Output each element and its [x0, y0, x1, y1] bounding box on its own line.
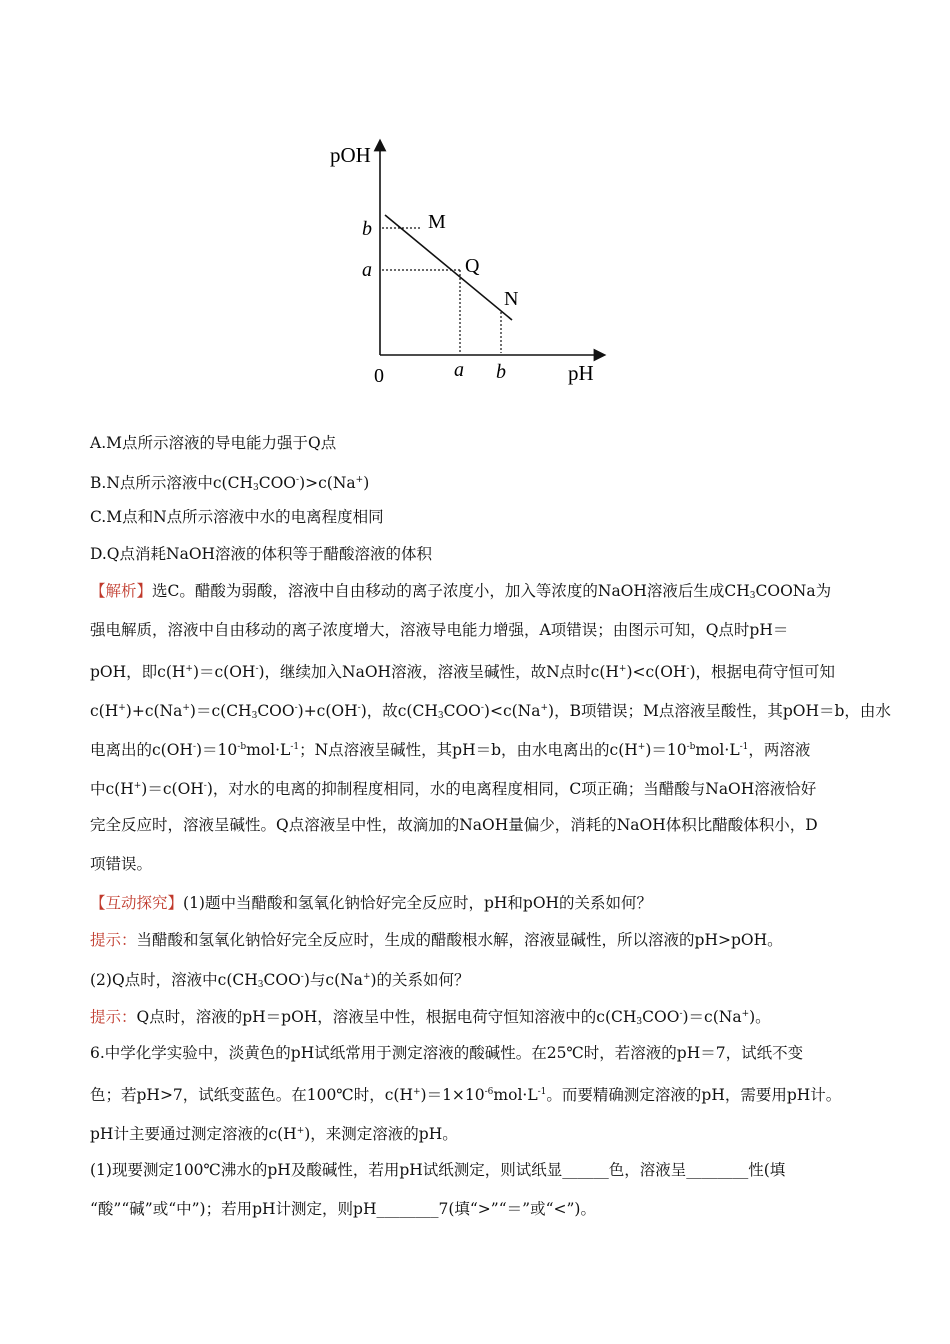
y-tick-b: b [362, 218, 372, 240]
hint-label: 提示： [90, 931, 137, 949]
analysis-line-7: 完全反应时，溶液呈碱性。Q点溶液呈中性，故滴加的NaOH量偏少，消耗的NaOH体积比醋酸体积小，D [90, 816, 818, 834]
explore-q2: (2)Q点时，溶液中$c(CH_3COO^-)$与c(Na+)的关系如何？ [90, 971, 470, 990]
poh-ph-graph [320, 130, 620, 390]
explore-a1: 提示：当醋酸和氢氧化钠恰好完全反应时，生成的醋酸根水解，溶液显碱性，所以溶液的pH>pOH。 [90, 931, 783, 949]
hint-label: 提示： [90, 1008, 137, 1026]
option-a: A.M点所示溶液的导电能力强于Q点 [90, 434, 337, 452]
q6-line-1: 6.中学化学实验中，淡黄色的pH试纸常用于测定溶液的酸碱性。在25℃时，若溶液的pH＝7，试纸不变 [90, 1044, 804, 1062]
point-m-label: M [428, 211, 446, 233]
analysis-line-1: 【解析】选C。醋酸为弱酸，溶液中自由移动的离子浓度小，加入等浓度的NaOH溶液后生成$CH_3COONa$为 [90, 582, 832, 601]
analysis-line-8: 项错误。 [90, 855, 153, 873]
analysis-line-3: pOH，即c(H+)＝c(OH-)，继续加入NaOH溶液，溶液呈碱性，故N点时c(H+)<c(OH-)，根据电荷守恒可知 [90, 663, 836, 681]
y-tick-a: a [362, 259, 372, 281]
y-axis-label: pOH [330, 143, 371, 167]
x-axis-label: pH [568, 361, 594, 385]
point-n-label: N [504, 288, 519, 310]
analysis-label: 【解析】 [90, 582, 153, 600]
analysis-line-6: 中c(H+)＝c(OH-)，对水的电离的抑制程度相同，水的电离程度相同，C项正确；当醋酸与NaOH溶液恰好 [90, 780, 817, 798]
explore-label: 【互动探究】 [90, 894, 184, 912]
mn-line [385, 215, 512, 320]
analysis-line-5: 电离出的$c(OH^-)=10^{-b}mol\cdot L^{-1}$；N点溶液呈碱性，其pH＝b，由水电离出的$c(H^+)=10^{-b}mol\cdot L^{-1}$，两溶液 [90, 741, 811, 759]
q6-line-4: (1)现要测定100℃沸水的pH及酸碱性，若用pH试纸测定，则试纸显______色，溶液呈________性(填 [90, 1161, 786, 1179]
q6-line-3: pH计主要通过测定溶液的c(H+)，来测定溶液的pH。 [90, 1125, 458, 1143]
x-tick-a: a [454, 359, 464, 381]
explore-a2: 提示：Q点时，溶液的pH＝pOH，溶液呈中性，根据电荷守恒知溶液中的$c(CH_3COO^-)=c(Na^+)$。 [90, 1008, 771, 1027]
option-b: B.N点所示溶液中$c(CH_3COO^-)>c(Na^+)$ [90, 474, 370, 493]
point-q-label: Q [465, 255, 480, 277]
explore-q1: 【互动探究】(1)题中当醋酸和氢氧化钠恰好完全反应时，pH和pOH的关系如何？ [90, 894, 653, 912]
analysis-line-2: 强电解质，溶液中自由移动的离子浓度增大，溶液导电能力增强，A项错误；由图示可知，Q点时pH＝ [90, 621, 789, 639]
origin-label: 0 [374, 365, 384, 387]
option-c: C.M点和N点所示溶液中水的电离程度相同 [90, 508, 384, 526]
analysis-line-4: $c(H^+)+c(Na^+)=c(CH_3COO^-)+c(OH^-)$，故$c(CH_3COO^-)<c(Na^+)$，B项错误；M点溶液呈酸性，其pOH＝b，由水 [90, 702, 891, 721]
x-tick-b: b [496, 361, 506, 383]
q6-line-2: 色；若pH>7，试纸变蓝色。在100℃时，$c(H^+)=1\times 10^{-6}mol\cdot L^{-1}$。而要精确测定溶液的pH，需要用pH计。 [90, 1086, 842, 1104]
option-d: D.Q点消耗NaOH溶液的体积等于醋酸溶液的体积 [90, 545, 433, 563]
q6-line-5: “酸”“碱”或“中”)；若用pH计测定，则pH________7(填“>”“＝”或“<”)。 [90, 1200, 596, 1218]
